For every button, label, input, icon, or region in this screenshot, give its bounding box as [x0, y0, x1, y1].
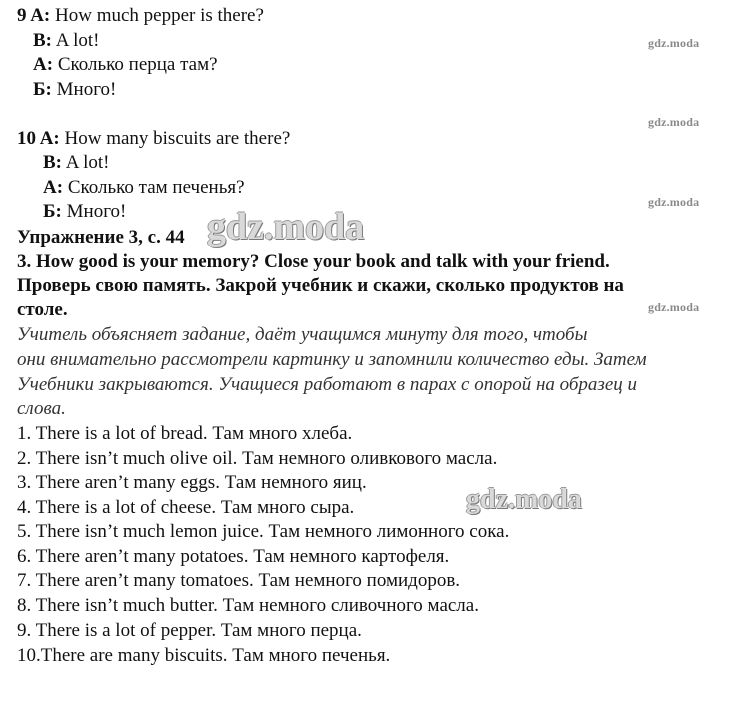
speaker-label: Б:: [43, 201, 62, 222]
dialog-text: Сколько перца там?: [57, 54, 218, 75]
watermark-small: gdz.moda: [648, 36, 700, 50]
watermark-small: gdz.moda: [648, 195, 700, 209]
dialog10-b-ru-line: [43, 200, 126, 225]
answer-item: 2. There isn’t much olive oil. Там немного оливкового масла.: [17, 448, 498, 469]
answer-item: 4. There is a lot of cheese. Там много сыра.: [17, 497, 355, 518]
speaker-label: А:: [43, 177, 64, 198]
dialog10-a-line: [17, 127, 290, 152]
dialog-text: Много!: [56, 79, 117, 100]
dialog-text: How much pepper is there?: [55, 5, 264, 26]
dialog-text: A lot!: [65, 152, 110, 173]
instruction-line-3: Учебники закрываются. Учащиеся работают в парах с опорой на образец и: [17, 374, 638, 395]
task-ru-line-2: столе.: [17, 299, 68, 320]
dialog9-b-line: [33, 29, 100, 54]
dialog9-a-ru-line: [33, 53, 218, 78]
instruction-line-1: Учитель объясняет задание, даёт учащимся минуту для того, чтобы: [17, 324, 588, 345]
instruction-line-4: слова.: [17, 398, 66, 419]
watermark-small: gdz.moda: [648, 300, 700, 314]
speaker-label: Б:: [33, 79, 52, 100]
answer-item: 8. There isn’t much butter. Там немного сливочного масла.: [17, 595, 479, 616]
answer-item: 7. There aren’t many tomatoes. Там немного помидоров.: [17, 570, 461, 591]
answer-item: 6. There aren’t many potatoes. Там немного картофеля.: [17, 546, 450, 567]
speaker-label: 9 A:: [17, 5, 51, 26]
instruction-line-2: они внимательно рассмотрели картинку и запомнили количество еды. Затем: [17, 349, 647, 370]
dialog10-a-ru-line: [43, 176, 245, 201]
answer-item: 1. There is a lot of bread. Там много хлеба.: [17, 423, 353, 444]
answer-item: 9. There is a lot of pepper. Там много перца.: [17, 620, 362, 641]
task-en: 3. How good is your memory? Close your book and talk with your friend.: [17, 251, 610, 272]
speaker-label: B:: [33, 30, 52, 51]
dialog10-b-line: [43, 151, 110, 176]
dialog-text: Много!: [66, 201, 127, 222]
dialog-text: A lot!: [55, 30, 100, 51]
watermark-small: gdz.moda: [648, 115, 700, 129]
dialog9-a-line: [17, 4, 264, 29]
exercise-heading: Упражнение 3, с. 44: [17, 227, 185, 248]
answer-item: 10.There are many biscuits. Там много печенья.: [17, 645, 391, 666]
answer-item: 3. There aren’t many eggs. Там немного яиц.: [17, 472, 367, 493]
dialog-text: How many biscuits are there?: [64, 128, 291, 149]
speaker-label: 10 A:: [17, 128, 60, 149]
task-ru-line-1: Проверь свою память. Закрой учебник и скажи, сколько продуктов на: [17, 275, 624, 296]
speaker-label: B:: [43, 152, 62, 173]
dialog-text: Сколько там печенья?: [67, 177, 245, 198]
dialog9-b-ru-line: [33, 78, 116, 103]
watermark-medium: gdz.moda: [466, 484, 582, 515]
answer-item: 5. There isn’t much lemon juice. Там немного лимонного сока.: [17, 521, 510, 542]
speaker-label: А:: [33, 54, 54, 75]
watermark-large: gdz.moda: [207, 206, 365, 248]
